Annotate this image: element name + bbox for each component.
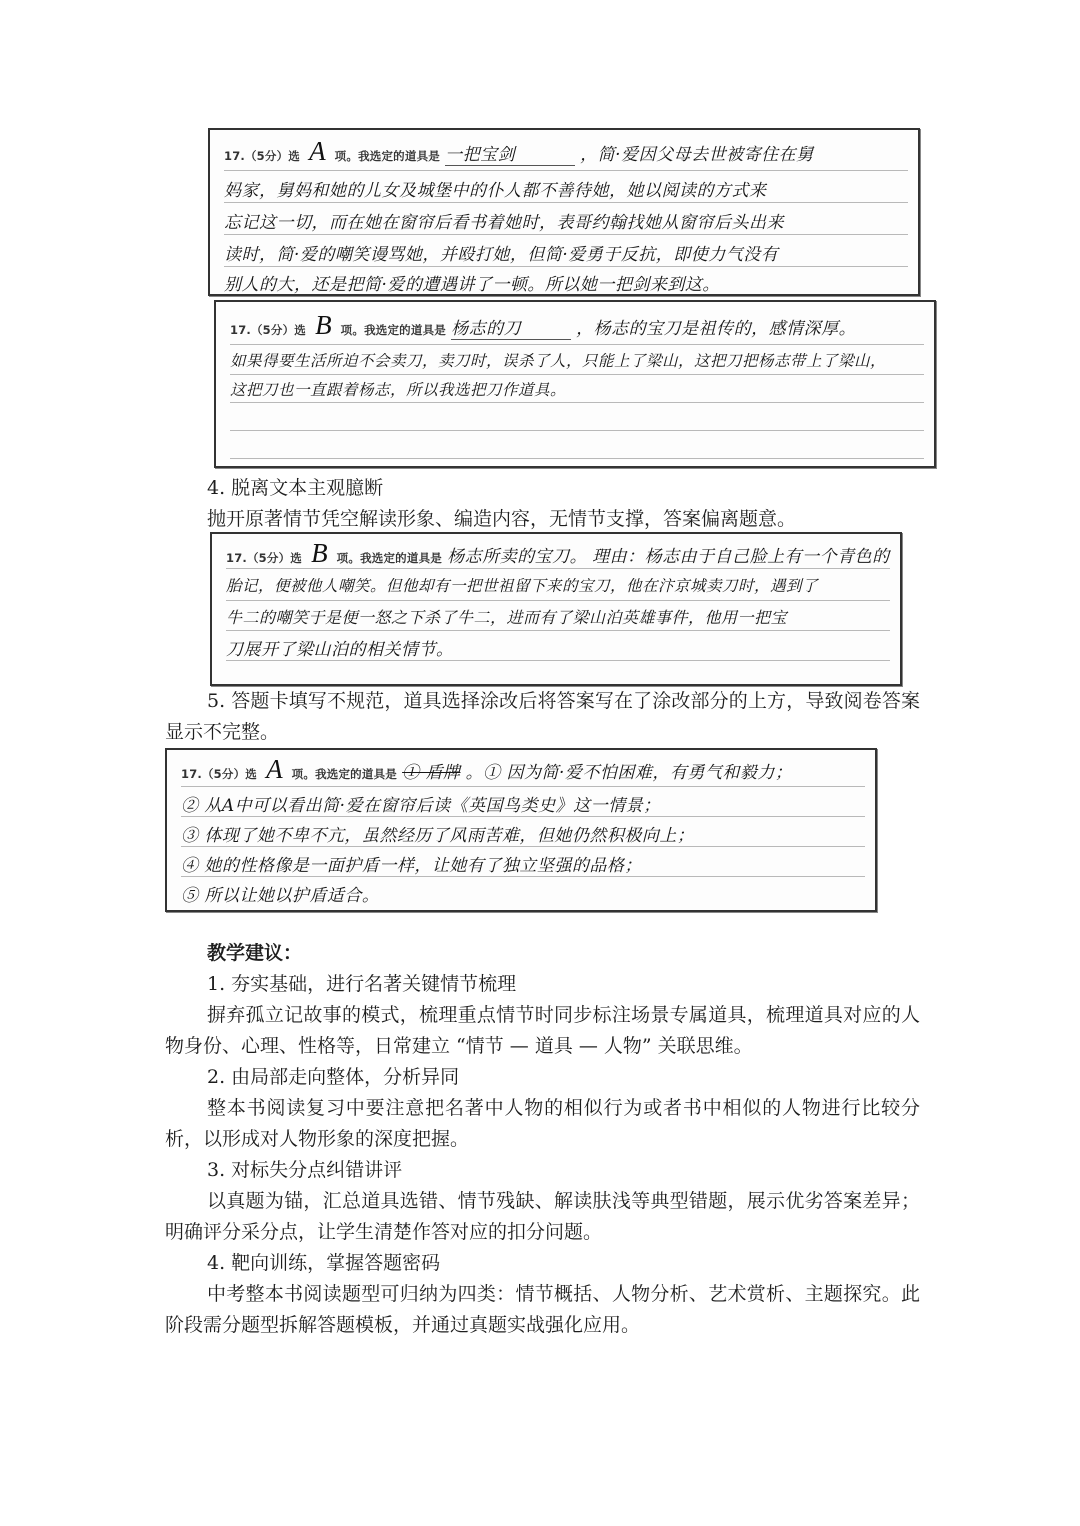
card3-answer-line-2: 牛二的嘲笑于是便一怒之下杀了牛二，进而有了梁山泊英雄事件，他用一把宝 [226,608,788,627]
card2-choice: B [315,310,332,340]
card2-prompt-prefix: 17.（5分）选 [230,323,306,337]
suggestion-3-heading: 3. 对标失分点纠错讲评 [207,1159,403,1181]
card4-answer-line-2: ③ 体现了她不卑不亢，虽然经历了风雨苦难，但她仍然积极向上； [181,826,695,846]
section-4-heading: 4. 脱离文本主观臆断 [207,477,384,499]
card3-prompt-row [226,538,892,569]
card4-prompt-row [181,754,867,785]
suggestion-2-text: 整本书阅读复习中要注意把名著中人物的相似行为或者书中相似的人物进行比较分析，以形成对人物形象的深度把握。 [165,1097,920,1150]
card2-prompt-row [230,310,926,341]
card2-answer-line-1: 如果得要生活所迫不会卖刀，卖刀时，误杀了人，只能上了梁山，这把刀把杨志带上了梁山， [230,352,887,370]
answer-card-2 [214,300,936,468]
card2-prompt-mid: 项。我选定的道具是 [340,323,446,337]
card3-prompt-prefix: 17.（5分）选 [226,551,302,565]
card4-choice: A [266,754,283,784]
card4-answer-line-1: ② 从A中可以看出简·爱在窗帘后读《英国鸟类史》这一情景； [181,796,661,816]
card4-answer-line-0: 。① 因为简·爱不怕困难，有勇气和毅力； [465,763,793,783]
card2-answer-line-0: ，杨志的宝刀是祖传的，感情深厚。 [576,319,857,339]
suggestions-title: 教学建议： [207,942,303,964]
card1-answer-line-2: 忘记这一切，而在她在窗帘后看书着她时，表哥约翰找她从窗帘后头出来 [224,213,784,233]
card1-prompt-mid: 项。我选定的道具是 [334,149,440,163]
card3-choice: B [311,538,328,568]
card3-prop: 杨志所卖的宝刀。 [447,547,588,567]
card3-answer-line-3: 刀展开了梁山泊的相关情节。 [226,640,454,660]
card1-answer-line-0: ，简·爱因父母去世被寄住在舅 [580,145,814,165]
suggestion-4-heading: 4. 靶向训练，掌握答题密码 [207,1252,441,1274]
card1-answer-line-3: 读时，简·爱的嘲笑谩骂她，并殴打她，但简·爱勇于反抗，即使力气没有 [224,245,779,265]
suggestion-1-text: 摒弃孤立记故事的模式，梳理重点情节时同步标注场景专属道具，梳理道具对应的人物身份、心理、性格等，日常建立 “情节 — 道具 — 人物” 关联思维。 [165,1004,920,1057]
suggestion-3-text: 以真题为锚，汇总道具选错、情节残缺、解读肤浅等典型错题，展示优劣答案差异；明确评分采分点，让学生清楚作答对应的扣分问题。 [165,1190,920,1243]
answer-card-4 [165,748,877,912]
suggestion-1-heading: 1. 夯实基础，进行名著关键情节梳理 [207,973,517,995]
card1-answer-line-4: 别人的大，还是把简·爱的遭遇讲了一顿。所以她一把剑来到这。 [224,275,720,295]
card2-prop: 杨志的刀 [451,314,571,340]
card2-answer-line-2: 这把刀也一直跟着杨志，所以我选把刀作道具。 [230,381,567,399]
section-4 [165,473,920,535]
card3-prompt-mid: 项。我选定的道具是 [336,551,442,565]
answer-card-1 [208,128,920,296]
answer-card-3 [210,532,902,686]
card4-prop: ① 盾牌 [402,763,461,783]
section-5 [165,686,920,748]
suggestion-4-text: 中考整本书阅读题型可归纳为四类：情节概括、人物分析、艺术赏析、主题探究。此阶段需分题型拆解答题模板，并通过真题实战强化应用。 [165,1283,920,1336]
card4-answer-line-4: ⑤ 所以让她以护盾适合。 [181,886,380,906]
card1-answer-line-1: 妈家，舅妈和她的儿女及城堡中的仆人都不善待她，她以阅读的方式来 [224,181,767,201]
card4-answer-line-3: ④ 她的性格像是一面护盾一样，让她有了独立坚强的品格； [181,856,642,876]
card1-prompt-prefix: 17.（5分）选 [224,149,300,163]
section-5-text: 5. 答题卡填写不规范，道具选择涂改后将答案写在了涂改部分的上方，导致阅卷答案显示不完整。 [165,690,920,743]
card4-prompt-mid: 项。我选定的道具是 [291,767,397,781]
card3-answer-line-0: 理由：杨志由于自己脸上有一个青色的 [592,547,890,567]
card3-answer-line-1: 胎记，便被他人嘲笑。但他却有一把世祖留下来的宝刀，他在汴京城卖刀时，遇到了 [226,577,819,595]
section-4-text: 抛开原著情节凭空解读形象、编造内容，无情节支撑，答案偏离题意。 [207,508,797,530]
card1-prop: 一把宝剑 [445,140,575,166]
teaching-suggestions [165,938,920,1341]
card4-prompt-prefix: 17.（5分）选 [181,767,257,781]
card1-choice: A [309,136,326,166]
suggestion-2-heading: 2. 由局部走向整体，分析异同 [207,1066,460,1088]
card1-prompt-row [224,136,910,167]
